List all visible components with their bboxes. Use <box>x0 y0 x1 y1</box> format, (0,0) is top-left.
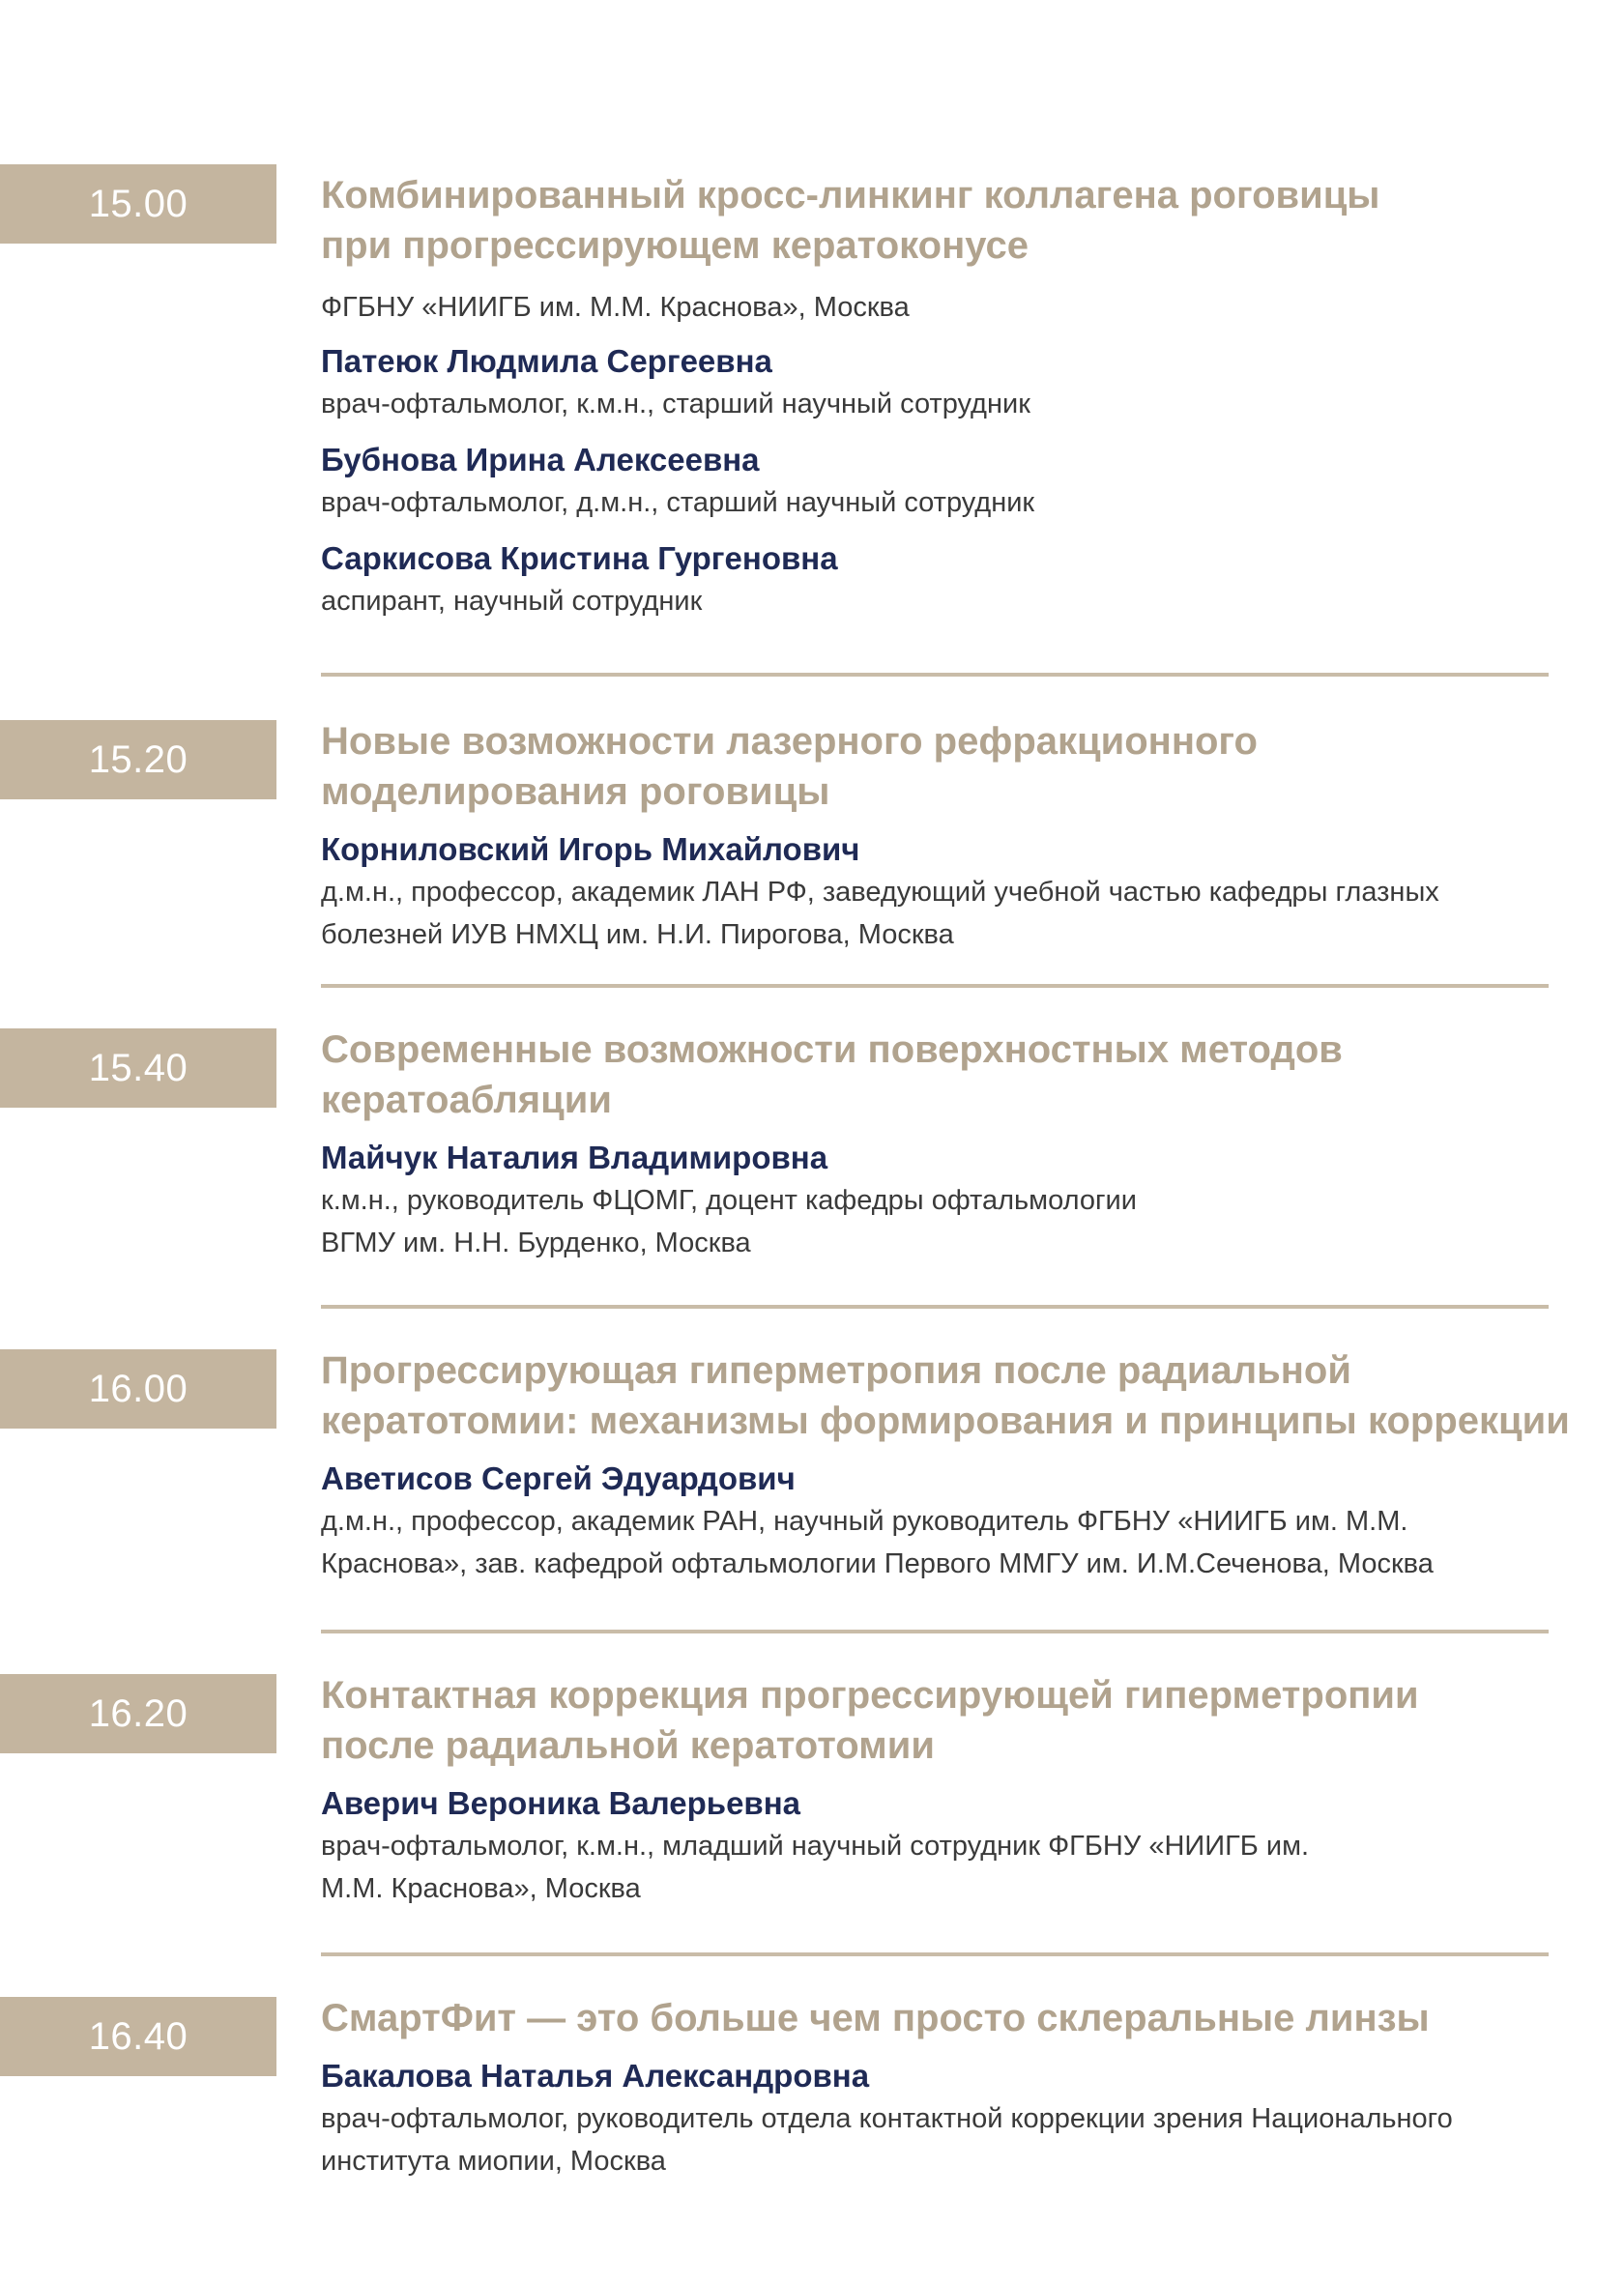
title-line: Новые возможности лазерного рефракционного <box>321 720 1258 763</box>
role-line: М.М. Краснова», Москва <box>321 1873 641 1904</box>
session-content <box>321 170 1597 622</box>
session-content <box>321 1025 1597 1264</box>
session-content <box>321 1670 1597 1910</box>
speaker <box>321 439 1597 524</box>
speaker-name: Саркисова Кристина Гургеновна <box>321 540 838 576</box>
speaker-name: Корниловский Игорь Михайлович <box>321 831 860 867</box>
speaker <box>321 1782 1597 1910</box>
speaker-name: Патеюк Людмила Сергеевна <box>321 343 772 379</box>
time-badge: 16.20 <box>0 1674 276 1753</box>
session-title <box>321 1993 1597 2043</box>
speaker-role <box>321 2097 1597 2182</box>
divider <box>321 1630 1549 1633</box>
speaker-name: Аверич Вероника Валерьевна <box>321 1785 800 1821</box>
session-title <box>321 716 1597 817</box>
speaker-role <box>321 1179 1597 1264</box>
speaker <box>321 537 1597 622</box>
speaker-name: Майчук Наталия Владимировна <box>321 1140 828 1175</box>
title-line: Контактная коррекция прогрессирующей гиперметропии <box>321 1674 1419 1717</box>
role-line: врач-офтальмолог, к.м.н., старший научный сотрудник <box>321 389 1030 419</box>
speaker-role <box>321 481 1597 524</box>
session-content <box>321 1993 1597 2182</box>
session-title <box>321 1670 1597 1771</box>
speaker <box>321 340 1597 425</box>
role-line: института миопии, Москва <box>321 2146 666 2177</box>
role-line: д.м.н., профессор, академик РАН, научный руководитель ФГБНУ «НИИГБ им. М.М. <box>321 1506 1408 1537</box>
time-badge: 15.20 <box>0 720 276 799</box>
time-badge: 15.00 <box>0 164 276 244</box>
session-title <box>321 170 1597 271</box>
title-line: кератотомии: механизмы формирования и принципы коррекции <box>321 1400 1570 1442</box>
divider <box>321 984 1549 988</box>
divider <box>321 1952 1549 1956</box>
title-line: Прогрессирующая гиперметропия после радиальной <box>321 1349 1351 1392</box>
speaker-role <box>321 871 1597 956</box>
speaker-list <box>321 828 1597 956</box>
speaker-role <box>321 1500 1597 1585</box>
role-line: болезней ИУВ НМХЦ им. Н.И. Пирогова, Москва <box>321 919 954 950</box>
title-line: Современные возможности поверхностных методов <box>321 1028 1343 1071</box>
role-line: Краснова», зав. кафедрой офтальмологии Первого ММГУ им. И.М.Сеченова, Москва <box>321 1548 1434 1579</box>
title-line: Комбинированный кросс-линкинг коллагена роговицы <box>321 174 1380 217</box>
title-line: моделирования роговицы <box>321 770 830 813</box>
organization: ФГБНУ «НИИГБ им. М.М. Краснова», Москва <box>321 292 910 323</box>
role-line: врач-офтальмолог, руководитель отдела контактной коррекции зрения Национального <box>321 2103 1453 2134</box>
role-line: врач-офтальмолог, к.м.н., младший научный сотрудник ФГБНУ «НИИГБ им. <box>321 1831 1310 1862</box>
speaker-list <box>321 1458 1597 1585</box>
speaker-name: Бубнова Ирина Алексеевна <box>321 442 760 477</box>
speaker-list <box>321 1782 1597 1910</box>
title-line: после радиальной кератотомии <box>321 1724 935 1767</box>
divider <box>321 1305 1549 1309</box>
role-line: к.м.н., руководитель ФЦОМГ, доцент кафедры офтальмологии <box>321 1185 1137 1216</box>
session-content <box>321 716 1597 956</box>
speaker <box>321 2055 1597 2182</box>
time-badge: 16.40 <box>0 1997 276 2076</box>
speaker <box>321 1137 1597 1264</box>
speaker-name: Аветисов Сергей Эдуардович <box>321 1460 796 1496</box>
role-line: д.м.н., профессор, академик ЛАН РФ, заведующий учебной частью кафедры глазных <box>321 877 1439 908</box>
speaker <box>321 1458 1597 1585</box>
speaker-list <box>321 2055 1597 2182</box>
role-line: аспирант, научный сотрудник <box>321 586 703 617</box>
session-title <box>321 1345 1597 1446</box>
speaker-list <box>321 340 1597 622</box>
title-line: кератоабляции <box>321 1079 612 1121</box>
session-title <box>321 1025 1597 1125</box>
time-badge: 16.00 <box>0 1349 276 1429</box>
role-line: врач-офтальмолог, д.м.н., старший научный сотрудник <box>321 487 1035 518</box>
time-badge: 15.40 <box>0 1028 276 1108</box>
speaker-name: Бакалова Наталья Александровна <box>321 2058 870 2094</box>
speaker-role <box>321 1825 1597 1910</box>
title-line: при прогрессирующем кератоконусе <box>321 224 1029 267</box>
title-line: СмартФит — это больше чем просто склеральные линзы <box>321 1997 1430 2039</box>
divider <box>321 673 1549 677</box>
speaker <box>321 828 1597 956</box>
speaker-role <box>321 580 1597 622</box>
role-line: ВГМУ им. Н.Н. Бурденко, Москва <box>321 1228 751 1258</box>
session-content <box>321 1345 1597 1585</box>
speaker-list <box>321 1137 1597 1264</box>
speaker-role <box>321 383 1597 425</box>
